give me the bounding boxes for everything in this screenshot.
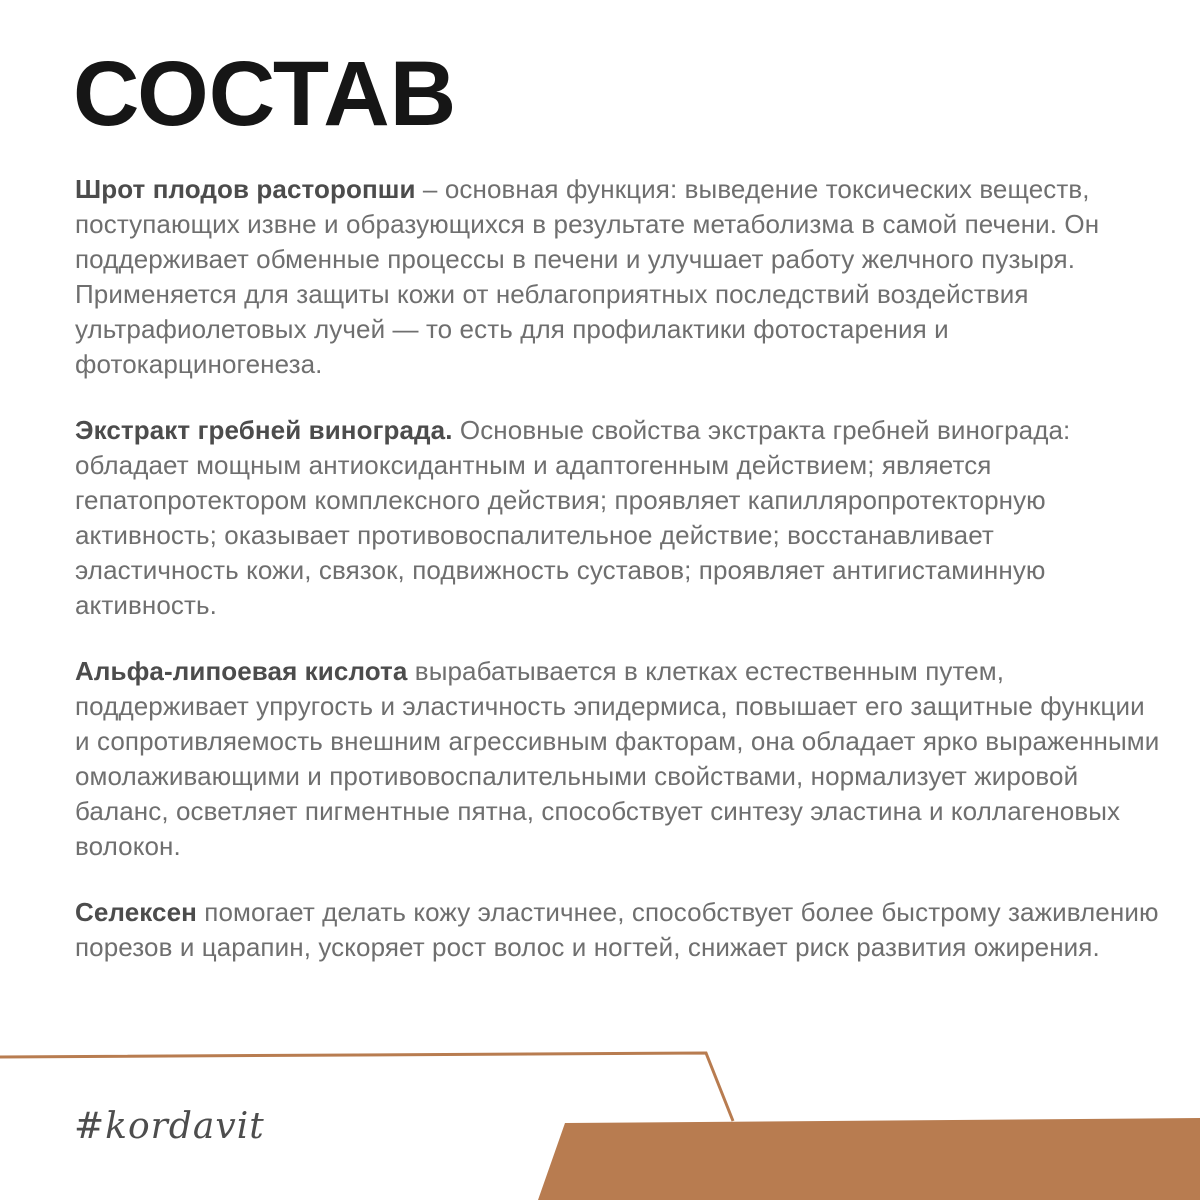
separator <box>407 656 414 686</box>
ingredient-paragraph-grape-stem-extract <box>75 413 1163 623</box>
ingredient-name: Экстракт гребней винограда. <box>75 415 453 445</box>
ingredient-name: Шрот плодов расторопши <box>75 174 416 204</box>
ingredients-list <box>75 172 1163 996</box>
ingredient-description: помогает делать кожу эластичнее, способствует более быстрому заживлению порезов и царапин, ускоряет рост волос и ногтей, снижает риск развития ожирения. <box>75 897 1159 962</box>
ingredient-description: вырабатывается в клетках естественным путем, поддерживает упругость и эластичность эпидермиса, повышает его защитные функции и сопротивляемость внешним агрессивным факторам, она обладает ярко выраженными омолаживающими и противовоспалительными свойствами, нормализует жировой баланс, осветляет пигментные пятна, способствует синтезу эластина и коллагеновых волокон. <box>75 656 1160 861</box>
ingredient-name: Альфа-липоевая кислота <box>75 656 408 686</box>
ingredient-paragraph-selexen <box>75 895 1163 965</box>
ingredient-description: основная функция: выведение токсических веществ, поступающих извне и образующихся в результате метаболизма в самой печени. Он поддерживает обменные процессы в печени и улучшает работу желчного пузыря. Применяется для защиты кожи от неблагоприятных последствий воздействия ультрафиолетовых лучей — то есть для профилактики фотостарения и фотокарциногенеза. <box>75 174 1100 379</box>
brand-hashtag: #kordavit <box>74 1106 265 1147</box>
page-title: СОСТАВ <box>73 43 457 145</box>
accent-ribbon-shape <box>538 1118 1200 1200</box>
ingredient-name: Селексен <box>75 897 197 927</box>
separator <box>453 415 460 445</box>
separator: – <box>415 174 445 204</box>
ingredient-description: Основные свойства экстракта гребней винограда: обладает мощным антиоксидантным и адаптогенным действием; является гепатопротектором комплексного действия; проявляет капилляропротекторную активность; оказывает противовоспалительное действие; восстанавливает эластичность кожи, связок, подвижность суставов; проявляет антигистаминную активность. <box>75 415 1071 620</box>
ingredient-paragraph-milk-thistle <box>75 172 1163 382</box>
ingredient-paragraph-alpha-lipoic-acid <box>75 654 1163 864</box>
